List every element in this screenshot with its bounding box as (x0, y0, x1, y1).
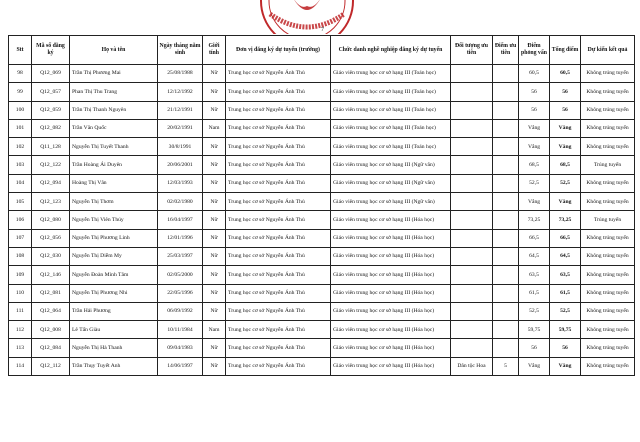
cell-position: Giáo viên trung học cơ sở hạng III (Hóa học) (331, 284, 451, 302)
cell-birth-date: 20/06/2001 (158, 156, 203, 174)
table-row (9, 302, 635, 320)
cell-gender: Nữ (203, 284, 226, 302)
cell-school: Trung học cơ sở Nguyễn Ánh Thủ (226, 321, 331, 339)
table-row (9, 65, 635, 83)
cell-registration-code: Q12_069 (32, 65, 70, 83)
cell-gender: Nữ (203, 266, 226, 284)
cell-gender: Nữ (203, 156, 226, 174)
cell-priority-group (451, 339, 493, 357)
cell-school: Trung học cơ sở Nguyễn Ánh Thủ (226, 156, 331, 174)
cell-stt: 100 (9, 101, 32, 119)
cell-registration-code: Q12_094 (32, 174, 70, 192)
cell-expected-result: Không trúng tuyển (581, 65, 635, 83)
cell-interview-score: 56 (519, 339, 550, 357)
cell-priority-group (451, 174, 493, 192)
cell-position: Giáo viên trung học cơ sở hạng III (Toán học) (331, 101, 451, 119)
table-row (9, 211, 635, 229)
cell-stt: 109 (9, 266, 32, 284)
cell-birth-date: 02/05/2000 (158, 266, 203, 284)
cell-position: Giáo viên trung học cơ sở hạng III (Ngữ văn) (331, 193, 451, 211)
cell-stt: 103 (9, 156, 32, 174)
cell-school: Trung học cơ sở Nguyễn Ánh Thủ (226, 101, 331, 119)
cell-stt: 99 (9, 83, 32, 101)
cell-full-name: Trần Thị Thanh Nguyên (70, 101, 158, 119)
cell-total-score: 56 (550, 339, 581, 357)
table-row (9, 83, 635, 101)
table-row (9, 284, 635, 302)
cell-school: Trung học cơ sở Nguyễn Ánh Thủ (226, 193, 331, 211)
cell-expected-result: Không trúng tuyển (581, 193, 635, 211)
cell-school: Trung học cơ sở Nguyễn Ánh Thủ (226, 83, 331, 101)
cell-expected-result: Không trúng tuyển (581, 247, 635, 265)
cell-birth-date: 16/04/1997 (158, 211, 203, 229)
header-priority-group: Đối tượng ưu tiên (451, 36, 493, 65)
cell-full-name: Nguyễn Thị Phương Linh (70, 229, 158, 247)
cell-school: Trung học cơ sở Nguyễn Ánh Thủ (226, 284, 331, 302)
cell-gender: Nữ (203, 193, 226, 211)
cell-school: Trung học cơ sở Nguyễn Ánh Thủ (226, 119, 331, 137)
cell-gender: Nam (203, 119, 226, 137)
cell-school: Trung học cơ sở Nguyễn Ánh Thủ (226, 174, 331, 192)
table-row (9, 321, 635, 339)
cell-total-score: 63,5 (550, 266, 581, 284)
cell-priority-score (493, 65, 519, 83)
cell-priority-group (451, 83, 493, 101)
cell-registration-code: Q12_122 (32, 156, 70, 174)
cell-expected-result: Không trúng tuyển (581, 339, 635, 357)
cell-expected-result: Không trúng tuyển (581, 302, 635, 320)
cell-gender: Nữ (203, 83, 226, 101)
cell-registration-code: Q12_084 (32, 339, 70, 357)
cell-interview-score: 56 (519, 101, 550, 119)
cell-stt: 114 (9, 357, 32, 375)
cell-full-name: Nguyễn Thị Hà Thanh (70, 339, 158, 357)
cell-stt: 113 (9, 339, 32, 357)
cell-registration-code: Q12_056 (32, 229, 70, 247)
cell-interview-score: 56 (519, 83, 550, 101)
cell-total-score: Vắng (550, 119, 581, 137)
header-school: Đơn vị đăng ký dự tuyển (trường) (226, 36, 331, 65)
cell-total-score: 60,5 (550, 65, 581, 83)
cell-gender: Nam (203, 321, 226, 339)
cell-stt: 108 (9, 247, 32, 265)
cell-full-name: Nguyễn Thị Viên Thúy (70, 211, 158, 229)
cell-gender: Nữ (203, 247, 226, 265)
cell-expected-result: Trúng tuyển (581, 156, 635, 174)
cell-gender: Nữ (203, 339, 226, 357)
cell-birth-date: 21/12/1991 (158, 101, 203, 119)
cell-interview-score: 52,5 (519, 174, 550, 192)
cell-total-score: 52,5 (550, 174, 581, 192)
cell-priority-group (451, 321, 493, 339)
cell-priority-score (493, 247, 519, 265)
cell-birth-date: 12/03/1993 (158, 174, 203, 192)
cell-priority-group (451, 119, 493, 137)
cell-registration-code: Q12_146 (32, 266, 70, 284)
cell-interview-score: Vắng (519, 193, 550, 211)
cell-school: Trung học cơ sở Nguyễn Ánh Thủ (226, 65, 331, 83)
cell-priority-score (493, 101, 519, 119)
cell-expected-result: Không trúng tuyển (581, 266, 635, 284)
cell-priority-group (451, 284, 493, 302)
cell-position: Giáo viên trung học cơ sở hạng III (Hóa học) (331, 357, 451, 375)
cell-position: Giáo viên trung học cơ sở hạng III (Hóa học) (331, 321, 451, 339)
cell-position: Giáo viên trung học cơ sở hạng III (Toán học) (331, 83, 451, 101)
cell-priority-group (451, 211, 493, 229)
cell-full-name: Nguyễn Thị Phương Nhi (70, 284, 158, 302)
cell-expected-result: Không trúng tuyển (581, 119, 635, 137)
cell-position: Giáo viên trung học cơ sở hạng III (Ngữ văn) (331, 174, 451, 192)
cell-interview-score: 66,5 (519, 229, 550, 247)
cell-school: Trung học cơ sở Nguyễn Ánh Thủ (226, 229, 331, 247)
cell-gender: Nữ (203, 211, 226, 229)
cell-school: Trung học cơ sở Nguyễn Ánh Thủ (226, 211, 331, 229)
cell-registration-code: Q12_082 (32, 119, 70, 137)
table-row (9, 156, 635, 174)
cell-expected-result: Không trúng tuyển (581, 284, 635, 302)
header-priority-score: Điểm ưu tiên (493, 36, 519, 65)
cell-priority-group (451, 101, 493, 119)
cell-position: Giáo viên trung học cơ sở hạng III (Ngữ văn) (331, 156, 451, 174)
cell-birth-date: 12/01/1996 (158, 229, 203, 247)
cell-registration-code: Q11_128 (32, 138, 70, 156)
cell-birth-date: 25/03/1997 (158, 247, 203, 265)
table-row (9, 193, 635, 211)
cell-priority-score (493, 302, 519, 320)
cell-school: Trung học cơ sở Nguyễn Ánh Thủ (226, 138, 331, 156)
cell-total-score: 68,5 (550, 156, 581, 174)
results-table (8, 35, 635, 376)
cell-registration-code: Q12_112 (32, 357, 70, 375)
cell-priority-score (493, 156, 519, 174)
cell-registration-code: Q12_081 (32, 284, 70, 302)
table-row (9, 119, 635, 137)
cell-interview-score: 52,5 (519, 302, 550, 320)
cell-full-name: Trần Thụy Tuyết Anh (70, 357, 158, 375)
header-expected-result: Dự kiến kết quả (581, 36, 635, 65)
cell-stt: 106 (9, 211, 32, 229)
cell-total-score: 64,5 (550, 247, 581, 265)
table-row (9, 266, 635, 284)
cell-priority-score (493, 193, 519, 211)
cell-birth-date: 20/02/1991 (158, 119, 203, 137)
cell-total-score: 56 (550, 101, 581, 119)
cell-school: Trung học cơ sở Nguyễn Ánh Thủ (226, 247, 331, 265)
cell-expected-result: Không trúng tuyển (581, 83, 635, 101)
cell-interview-score: 61,5 (519, 284, 550, 302)
cell-stt: 105 (9, 193, 32, 211)
cell-birth-date: 30/8/1991 (158, 138, 203, 156)
cell-total-score: 52,5 (550, 302, 581, 320)
cell-birth-date: 14/06/1997 (158, 357, 203, 375)
cell-registration-code: Q12_057 (32, 83, 70, 101)
cell-full-name: Trần Hoàng Ái Duyên (70, 156, 158, 174)
cell-total-score: 61,5 (550, 284, 581, 302)
cell-registration-code: Q12_080 (32, 211, 70, 229)
cell-interview-score: Vắng (519, 138, 550, 156)
cell-gender: Nữ (203, 101, 226, 119)
cell-stt: 112 (9, 321, 32, 339)
cell-birth-date: 12/12/1992 (158, 83, 203, 101)
cell-priority-score (493, 339, 519, 357)
table-row (9, 229, 635, 247)
cell-full-name: Nguyễn Đoàn Minh Tâm (70, 266, 158, 284)
cell-stt: 102 (9, 138, 32, 156)
cell-position: Giáo viên trung học cơ sở hạng III (Hóa học) (331, 339, 451, 357)
table-row (9, 339, 635, 357)
cell-stt: 98 (9, 65, 32, 83)
cell-priority-score (493, 284, 519, 302)
header-gender: Giới tính (203, 36, 226, 65)
cell-priority-group (451, 302, 493, 320)
cell-total-score: 66,5 (550, 229, 581, 247)
cell-interview-score: 63,5 (519, 266, 550, 284)
cell-priority-score (493, 229, 519, 247)
cell-registration-code: Q12_030 (32, 247, 70, 265)
cell-full-name: Trần Văn Quốc (70, 119, 158, 137)
cell-stt: 104 (9, 174, 32, 192)
cell-priority-group (451, 193, 493, 211)
header-interview-score: Điểm phỏng vấn (519, 36, 550, 65)
cell-full-name: Phan Thị Thu Trang (70, 83, 158, 101)
cell-priority-group (451, 65, 493, 83)
cell-priority-group (451, 247, 493, 265)
cell-stt: 101 (9, 119, 32, 137)
cell-stt: 110 (9, 284, 32, 302)
header-registration-code: Mã số đăng ký (32, 36, 70, 65)
cell-position: Giáo viên trung học cơ sở hạng III (Hóa học) (331, 247, 451, 265)
cell-position: Giáo viên trung học cơ sở hạng III (Hóa học) (331, 266, 451, 284)
cell-birth-date: 10/11/1984 (158, 321, 203, 339)
cell-expected-result: Không trúng tuyển (581, 174, 635, 192)
cell-expected-result: Trúng tuyển (581, 211, 635, 229)
cell-registration-code: Q12_064 (32, 302, 70, 320)
cell-registration-code: Q12_123 (32, 193, 70, 211)
cell-position: Giáo viên trung học cơ sở hạng III (Toán học) (331, 65, 451, 83)
cell-interview-score: 60,5 (519, 65, 550, 83)
cell-position: Giáo viên trung học cơ sở hạng III (Toán học) (331, 119, 451, 137)
cell-expected-result: Không trúng tuyển (581, 357, 635, 375)
cell-priority-group (451, 138, 493, 156)
cell-priority-score (493, 138, 519, 156)
cell-birth-date: 22/05/1996 (158, 284, 203, 302)
table-row (9, 357, 635, 375)
cell-full-name: Nguyễn Thị Diễm My (70, 247, 158, 265)
header-birth-date: Ngày tháng năm sinh (158, 36, 203, 65)
cell-full-name: Nguyễn Thị Tuyết Thanh (70, 138, 158, 156)
header-stt: Stt (9, 36, 32, 65)
cell-priority-score (493, 321, 519, 339)
cell-birth-date: 25/08/1988 (158, 65, 203, 83)
cell-priority-score (493, 83, 519, 101)
table-row (9, 101, 635, 119)
table-header-row (9, 36, 635, 65)
cell-registration-code: Q12_059 (32, 101, 70, 119)
cell-stt: 107 (9, 229, 32, 247)
cell-expected-result: Không trúng tuyển (581, 321, 635, 339)
cell-total-score: 56 (550, 83, 581, 101)
red-seal-stamp (252, 0, 362, 34)
cell-priority-group: Dân tộc Hoa (451, 357, 493, 375)
seal-icon (252, 0, 362, 34)
header-full-name: Họ và tên (70, 36, 158, 65)
cell-interview-score: 68,5 (519, 156, 550, 174)
cell-full-name: Trần Thị Phương Mai (70, 65, 158, 83)
cell-school: Trung học cơ sở Nguyễn Ánh Thủ (226, 302, 331, 320)
cell-position: Giáo viên trung học cơ sở hạng III (Hóa học) (331, 211, 451, 229)
cell-priority-group (451, 156, 493, 174)
cell-priority-score (493, 266, 519, 284)
page-number: 7 (321, 27, 324, 33)
table-row (9, 174, 635, 192)
cell-priority-score (493, 211, 519, 229)
cell-stt: 111 (9, 302, 32, 320)
header-position: Chức danh nghề nghiệp đăng ký dự tuyển (331, 36, 451, 65)
cell-expected-result: Không trúng tuyển (581, 229, 635, 247)
cell-priority-score (493, 119, 519, 137)
cell-total-score: Vắng (550, 138, 581, 156)
cell-birth-date: 02/02/1980 (158, 193, 203, 211)
cell-gender: Nữ (203, 357, 226, 375)
cell-birth-date: 09/04/1983 (158, 339, 203, 357)
cell-gender: Nữ (203, 138, 226, 156)
cell-position: Giáo viên trung học cơ sở hạng III (Hóa học) (331, 302, 451, 320)
cell-total-score: 73,25 (550, 211, 581, 229)
cell-school: Trung học cơ sở Nguyễn Ánh Thủ (226, 339, 331, 357)
cell-gender: Nữ (203, 229, 226, 247)
cell-interview-score: 64,5 (519, 247, 550, 265)
cell-total-score: Vắng (550, 357, 581, 375)
cell-full-name: Hoàng Thị Vân (70, 174, 158, 192)
cell-total-score: Vắng (550, 193, 581, 211)
header-total-score: Tổng điểm (550, 36, 581, 65)
cell-interview-score: Vắng (519, 119, 550, 137)
cell-interview-score: 59,75 (519, 321, 550, 339)
cell-total-score: 59,75 (550, 321, 581, 339)
cell-priority-group (451, 229, 493, 247)
cell-full-name: Nguyễn Thị Thơm (70, 193, 158, 211)
cell-expected-result: Không trúng tuyển (581, 138, 635, 156)
cell-gender: Nữ (203, 174, 226, 192)
cell-school: Trung học cơ sở Nguyễn Ánh Thủ (226, 266, 331, 284)
table-row (9, 138, 635, 156)
cell-position: Giáo viên trung học cơ sở hạng III (Toán học) (331, 138, 451, 156)
cell-priority-score (493, 174, 519, 192)
cell-full-name: Lê Tấn Giàu (70, 321, 158, 339)
cell-interview-score: 73,25 (519, 211, 550, 229)
cell-gender: Nữ (203, 302, 226, 320)
cell-registration-code: Q12_008 (32, 321, 70, 339)
cell-priority-score: 5 (493, 357, 519, 375)
cell-full-name: Trần Hải Phương (70, 302, 158, 320)
cell-birth-date: 06/09/1992 (158, 302, 203, 320)
cell-interview-score: Vắng (519, 357, 550, 375)
cell-school: Trung học cơ sở Nguyễn Ánh Thủ (226, 357, 331, 375)
cell-priority-group (451, 266, 493, 284)
cell-expected-result: Không trúng tuyển (581, 101, 635, 119)
cell-gender: Nữ (203, 65, 226, 83)
table-row (9, 247, 635, 265)
cell-position: Giáo viên trung học cơ sở hạng III (Hóa học) (331, 229, 451, 247)
